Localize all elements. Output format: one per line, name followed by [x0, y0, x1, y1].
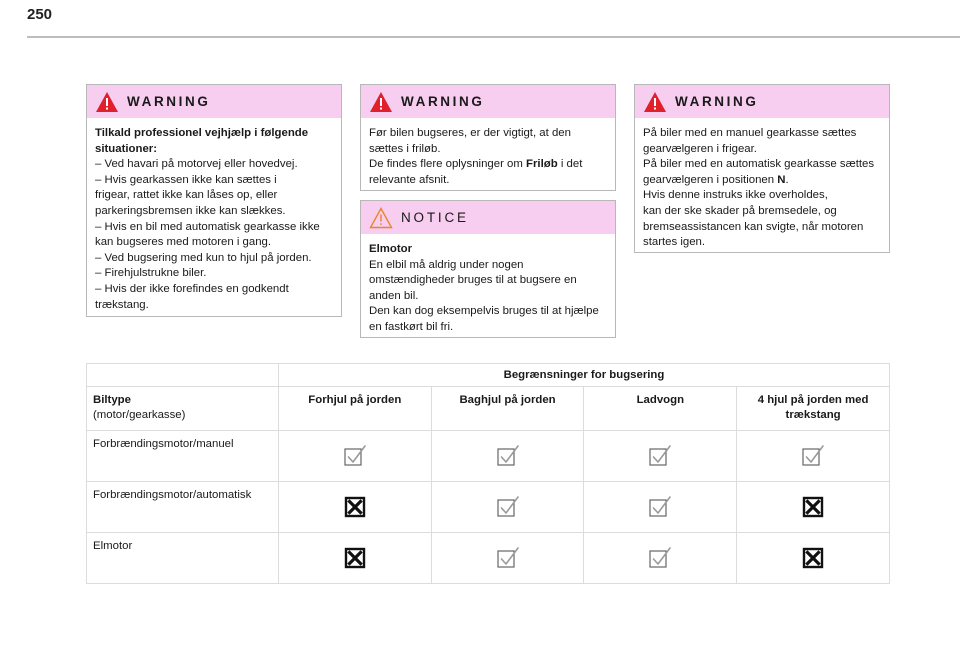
warning-line: situationer: [95, 142, 158, 155]
warning-header [635, 85, 889, 118]
warning-line: – Hvis der ikke forefindes en godkendt [95, 282, 289, 295]
warning-title: WARNING [127, 94, 211, 109]
warning-triangle-icon [369, 91, 393, 113]
warning-line: parkeringsbremsen ikke kan slækkes. [95, 204, 286, 217]
warning-box-gearbox [634, 84, 890, 253]
warning-header [361, 85, 615, 118]
column-header-text: trækstang [785, 409, 841, 421]
warning-line: bremseassistancen kan svigte, når motoren [643, 220, 864, 233]
allowed-check-icon [496, 444, 520, 468]
warning-line: Hvis denne instruks ikke overholdes, [643, 189, 828, 202]
column-header-text: 4 hjul på jorden med [757, 394, 869, 406]
notice-box-electric [360, 200, 616, 338]
row-header-sublabel: (motor/gearkasse) [93, 409, 186, 421]
text-run: De findes flere oplysninger om [369, 158, 527, 171]
table-cell [584, 533, 737, 584]
table-column-header-row [87, 387, 890, 431]
column-header-rear-wheels [431, 387, 584, 431]
table-cell [431, 482, 584, 533]
warning-header [87, 85, 341, 118]
table-cell [737, 533, 890, 584]
column-header-text: Forhjul på jorden [308, 394, 402, 406]
row-header-label: Biltype [93, 394, 131, 406]
row-label: Forbrændingsmotor/manuel [87, 431, 279, 482]
notice-body [361, 234, 615, 342]
warning-box-assistance [86, 84, 342, 317]
notice-line: Den kan dog eksempelvis bruges til at hjælpe [369, 305, 599, 318]
warning-line: trækstang. [95, 298, 149, 311]
bold-term: N [777, 173, 786, 186]
warning-line: Før bilen bugseres, er der vigtigt, at den [369, 127, 571, 139]
towing-restrictions-table [86, 363, 890, 584]
row-label: Forbrændingsmotor/automatisk [87, 482, 279, 533]
not-allowed-cross-icon [343, 495, 367, 519]
not-allowed-cross-icon [801, 495, 825, 519]
warning-line: – Firehjulstrukne biler. [95, 267, 207, 280]
table-cell [278, 431, 431, 482]
text-run: i det [557, 158, 583, 171]
allowed-check-icon [801, 444, 825, 468]
header-divider [27, 36, 960, 38]
allowed-check-icon [496, 546, 520, 570]
table-row [87, 431, 890, 482]
text-run: gearvælgeren i positionen [643, 173, 778, 186]
warning-title: WARNING [401, 94, 485, 109]
bold-term: Friløb [526, 158, 558, 171]
table-cell [737, 431, 890, 482]
column-header-front-wheels [278, 387, 431, 431]
warning-line: frigear, rattet ikke kan låses op, eller [95, 189, 278, 202]
warning-line: – Ved bugsering med kun to hjul på jorden. [95, 251, 312, 264]
table-cell [278, 482, 431, 533]
warning-body [361, 118, 615, 194]
warning-line: – Hvis gearkassen ikke kan sættes i [95, 173, 277, 186]
row-header-label-cell [87, 387, 279, 431]
column-header-text: Baghjul på jorden [459, 394, 556, 406]
column-header-flatbed [584, 387, 737, 431]
warning-line: kan bugseres med motoren i gang. [95, 236, 272, 249]
warning-title: WARNING [675, 94, 759, 109]
table-cell [431, 533, 584, 584]
allowed-check-icon [648, 546, 672, 570]
table-cell [584, 431, 737, 482]
not-allowed-cross-icon [801, 546, 825, 570]
warning-line: relevante afsnit. [369, 173, 450, 186]
warning-body [635, 118, 889, 257]
notice-header [361, 201, 615, 234]
row-label: Elmotor [87, 533, 279, 584]
table-row [87, 533, 890, 584]
notice-line: anden bil. [369, 289, 419, 302]
allowed-check-icon [343, 444, 367, 468]
warning-box-freewheel [360, 84, 616, 191]
table-cell [737, 482, 890, 533]
warning-line: gearvælgeren i frigear. [643, 142, 757, 155]
warning-line: På biler med en automatisk gearkasse sættes [643, 158, 875, 171]
warning-line: Tilkald professionel vejhjælp i følgende [95, 127, 309, 139]
table-group-header-row [87, 364, 890, 387]
warning-line: kan der ske skader på bremsedele, og [643, 204, 837, 217]
warning-line: sættes i friløb. [369, 142, 441, 155]
column-header-text: Ladvogn [636, 394, 685, 406]
warning-triangle-icon [643, 91, 667, 113]
allowed-check-icon [648, 495, 672, 519]
notice-line: En elbil må aldrig under nogen [369, 258, 524, 271]
warning-body [87, 118, 341, 319]
notice-line: omstændigheder bruges til at bugsere en [369, 274, 577, 287]
table-cell [278, 533, 431, 584]
notice-line: en fastkørt bil fri. [369, 320, 454, 333]
warning-line: – Hvis en bil med automatisk gearkasse ikke [95, 220, 320, 233]
warning-line: – Ved havari på motorvej eller hovedvej. [95, 158, 298, 171]
column-header-four-wheels [737, 387, 890, 431]
warning-line: På biler med en manuel gearkasse sættes [643, 127, 857, 139]
warning-line: startes igen. [643, 236, 706, 249]
table-row [87, 482, 890, 533]
warning-triangle-icon [95, 91, 119, 113]
notice-title: NOTICE [401, 210, 469, 225]
allowed-check-icon [648, 444, 672, 468]
text-run: . [785, 173, 789, 186]
page-number: 250 [27, 6, 53, 23]
table-corner-cell [87, 364, 279, 387]
warning-line [643, 173, 881, 189]
table-group-header: Begrænsninger for bugsering [278, 364, 889, 387]
notice-heading: Elmotor [369, 243, 413, 255]
warning-line [369, 157, 607, 173]
not-allowed-cross-icon [343, 546, 367, 570]
table-cell [431, 431, 584, 482]
table-cell [584, 482, 737, 533]
notice-triangle-icon [369, 207, 393, 229]
allowed-check-icon [496, 495, 520, 519]
